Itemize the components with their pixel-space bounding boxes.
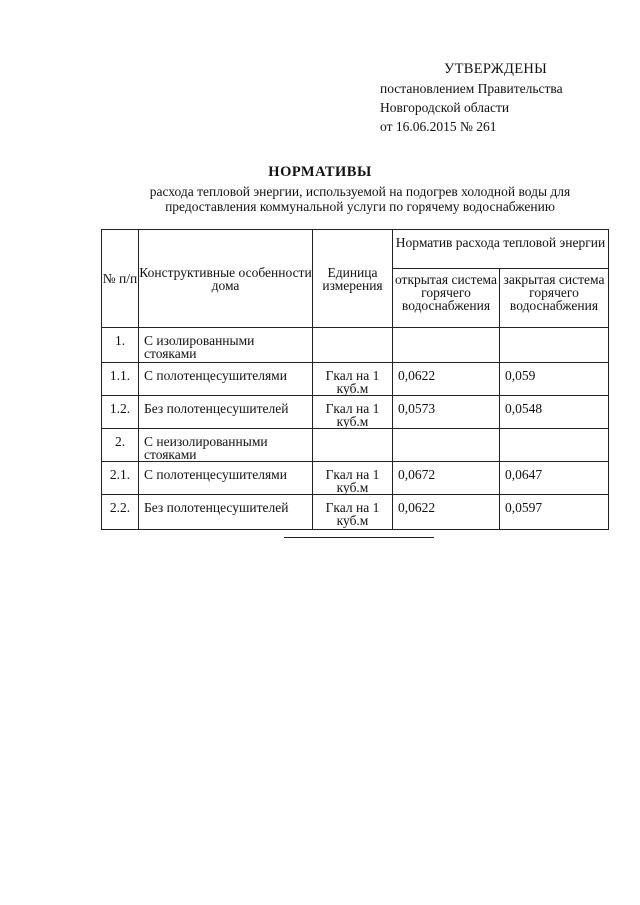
row-open-value: 0,0672	[393, 462, 500, 495]
row-closed-value: 0,0548	[500, 396, 609, 429]
row-open-value: 0,0573	[393, 396, 500, 429]
subtitle-line-1: расхода тепловой энергии, используемой на подогрев холодной воды для	[149, 184, 571, 199]
document-subtitle	[100, 184, 620, 214]
row-feature: С полотенцесушителями	[139, 363, 313, 396]
table-row	[102, 462, 609, 495]
approval-block	[380, 60, 563, 136]
row-unit: Гкал на 1 куб.м	[313, 363, 393, 396]
table-row	[102, 429, 609, 462]
row-closed-value: 0,0597	[500, 495, 609, 530]
header-closed-system: закрытая система горячего водоснабжения	[500, 269, 609, 328]
approval-line-3: от 16.06.2015 № 261	[380, 119, 497, 134]
row-open-value: 0,0622	[393, 495, 500, 530]
header-norm: Норматив расхода тепловой энергии	[393, 230, 609, 269]
row-feature: С полотенцесушителями	[139, 462, 313, 495]
row-num: 1.1.	[102, 363, 139, 396]
approval-line-1: постановлением Правительства	[380, 81, 563, 96]
row-num: 1.	[102, 328, 139, 363]
row-closed-value: 0,059	[500, 363, 609, 396]
row-unit: Гкал на 1 куб.м	[313, 462, 393, 495]
row-unit	[313, 328, 393, 363]
header-num: № п/п	[102, 230, 139, 328]
end-divider	[284, 537, 434, 538]
row-open-value: 0,0622	[393, 363, 500, 396]
row-unit: Гкал на 1 куб.м	[313, 396, 393, 429]
table-row	[102, 396, 609, 429]
row-num: 1.2.	[102, 396, 139, 429]
row-open-value	[393, 429, 500, 462]
approval-heading: УТВЕРЖДЕНЫ	[444, 61, 548, 77]
row-open-value	[393, 328, 500, 363]
norms-table	[101, 229, 609, 530]
header-features: Конструктивные особенности дома	[139, 230, 313, 328]
table-row	[102, 328, 609, 363]
row-feature: Без полотенцесушителей	[139, 396, 313, 429]
row-closed-value	[500, 328, 609, 363]
row-num: 2.1.	[102, 462, 139, 495]
document-title: НОРМАТИВЫ	[268, 164, 372, 180]
row-feature: Без полотенцесушителей	[139, 495, 313, 530]
header-open-system: открытая система горячего водоснабжения	[393, 269, 500, 328]
approval-line-2: Новгородской области	[380, 100, 510, 115]
row-unit	[313, 429, 393, 462]
subtitle-line-2: предоставления коммунальной услуги по горячему водоснабжению	[165, 199, 555, 214]
row-feature: С неизолированными стояками	[139, 429, 313, 462]
row-num: 2.2.	[102, 495, 139, 530]
table-row	[102, 495, 609, 530]
row-feature: С изолированными стояками	[139, 328, 313, 363]
row-closed-value	[500, 429, 609, 462]
row-closed-value: 0,0647	[500, 462, 609, 495]
row-unit: Гкал на 1 куб.м	[313, 495, 393, 530]
header-unit: Единица измерения	[313, 230, 393, 328]
row-num: 2.	[102, 429, 139, 462]
table-row	[102, 363, 609, 396]
